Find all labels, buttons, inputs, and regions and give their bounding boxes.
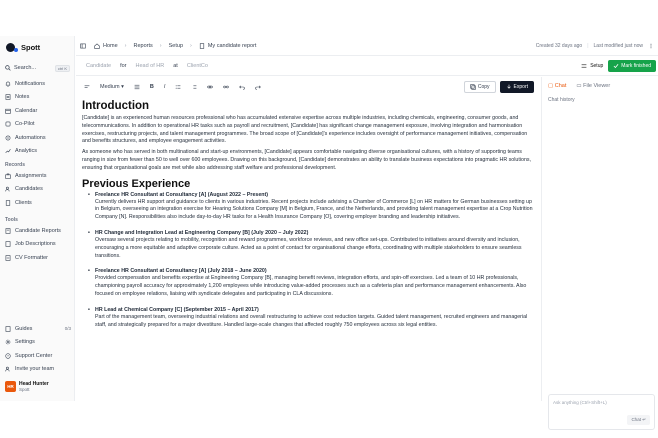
undo-icon[interactable] (239, 84, 245, 90)
sidebar-item-support[interactable] (5, 349, 71, 363)
chat-input[interactable] (548, 394, 655, 430)
sliders-icon (581, 63, 587, 69)
sidebar-item-label: Calendar (15, 107, 38, 114)
at-label: at (173, 63, 178, 69)
sidebar-item-label: Invite your team (15, 366, 55, 373)
notes-icon (5, 94, 11, 100)
breadcrumb-current: My candidate report (207, 42, 257, 49)
top-bar (76, 36, 658, 56)
automation-icon (5, 135, 11, 141)
experience-item (82, 191, 533, 222)
more-vertical-icon[interactable] (648, 43, 654, 49)
experience-item (82, 229, 533, 260)
copy-label: Copy (477, 83, 490, 90)
bold-icon[interactable]: B (149, 83, 154, 90)
spott-logo-icon (6, 43, 15, 52)
search-label: Search... (14, 65, 37, 71)
client-selector[interactable]: ClientCo (186, 63, 208, 69)
sidebar-item-label: Settings (15, 339, 35, 346)
modified-time: Last modified just now (593, 42, 643, 49)
experience-title: • HR Lead at Chemical Company [C] (September 2015 – April 2017) (95, 306, 533, 314)
sidebar-item-label: Clients (15, 199, 32, 206)
mark-finished-button[interactable] (608, 60, 656, 72)
chevron-right-icon: › (190, 42, 192, 49)
sidebar-item-label: CV Formatter (15, 254, 49, 261)
records-heading: Records (5, 161, 26, 168)
report-icon (5, 228, 11, 234)
sidebar-item-label: Notifications (15, 80, 45, 87)
users-icon (5, 186, 11, 192)
text-size-dropdown[interactable]: Medium ▾ (100, 83, 124, 90)
breadcrumb-reports[interactable]: Reports (133, 42, 153, 49)
document-icon (5, 241, 11, 247)
experience-description: Provided compensation and benefits expertise at Engineering Company [B], managing benefit reviews, integration efforts, and spin-off exercises. Led a team of 10 HR professionals, championing payroll accuracy for approximately 1,200 employees while introducing value-added processes such as a cafeteria plan and performance management enhancements. Also focused on employee relations, liaising with syndicate delegates and participating in CLA discussions. (95, 275, 527, 297)
chat-placeholder: Ask anything (Ctrl+Shift+L) (553, 400, 607, 405)
home-icon (94, 43, 100, 49)
experience-title: • Freelance HR Consultant at Consultancy [A] (August 2022 – Present) (95, 191, 533, 199)
sidebar-item-label: Notes (15, 94, 30, 101)
document-icon (199, 43, 205, 49)
file-icon: ▭ (576, 83, 582, 89)
sidebar-item-assignments[interactable] (5, 169, 71, 183)
setup-button[interactable] (581, 63, 603, 69)
sidebar-item-calendar[interactable] (5, 104, 71, 118)
copy-button[interactable] (464, 81, 496, 93)
chevron-right-icon: › (159, 42, 162, 49)
tab-file-viewer[interactable] (576, 83, 610, 89)
intro-heading: Introduction (82, 100, 150, 112)
nav-main (5, 77, 71, 158)
role-selector[interactable]: Head of HR (135, 63, 165, 69)
chat-send-label: Chat (631, 417, 641, 422)
align-icon[interactable] (134, 84, 140, 90)
report-context-bar (76, 57, 658, 76)
download-icon (506, 84, 512, 90)
bell-icon (5, 81, 11, 87)
search-shortcut: ctrl K (55, 65, 70, 72)
tools-heading: Tools (5, 216, 18, 223)
chat-panel (541, 77, 658, 422)
user-org: Spott (19, 387, 30, 392)
sidebar-item-label: Job Descriptions (15, 241, 56, 248)
candidate-selector[interactable]: Candidate (86, 63, 112, 69)
book-icon (5, 326, 11, 332)
tab-chat-label: Chat (554, 83, 567, 89)
sidebar-item-invite[interactable] (5, 363, 71, 377)
sparkle-icon (5, 121, 11, 127)
for-label: for (120, 63, 127, 69)
bullet-list-icon[interactable] (175, 84, 181, 90)
check-icon (613, 63, 619, 69)
breadcrumb-setup[interactable]: Setup (168, 42, 183, 49)
search-icon (5, 65, 11, 71)
numbered-list-icon[interactable] (191, 84, 197, 90)
sidebar-item-candidate-reports[interactable] (5, 224, 71, 238)
intro-paragraph-2: As someone who has served in both multinational and start-up environments, [Candidate] appears comfortable navigating diverse organisational cultures, with a history of supporting teams ranging in size from fewer than 50 to well over 600 employees. Drawing on this background, [Candidate] demonstrates an ability to translate business expectations into pragmatic HR solutions, ensuring that organisational goals are met while also addressing staff welfare and professional development. (82, 149, 532, 171)
sidebar-item-label: Automations (15, 134, 46, 141)
created-time: Created 32 days ago (535, 42, 583, 49)
paragraph-style-icon[interactable] (84, 84, 90, 90)
nav-tools (5, 215, 71, 265)
sidebar-item-automations[interactable] (5, 131, 71, 145)
report-editor[interactable] (82, 100, 533, 401)
calendar-icon (5, 108, 11, 114)
link-icon[interactable] (207, 84, 213, 90)
chat-history-label: Chat history (548, 97, 575, 103)
experience-item (82, 306, 533, 330)
user-profile[interactable] (5, 381, 49, 392)
sidebar-item-label: Assignments (15, 172, 47, 179)
experience-title: • HR Change and Integration Lead at Engineering Company [B] (July 2020 – July 2022) (95, 229, 533, 237)
text-size-value: Medium (100, 83, 120, 90)
chevron-right-icon: › (124, 42, 127, 49)
app-name: Spott (21, 43, 41, 52)
panel-tabs (542, 77, 658, 95)
search-button[interactable] (5, 63, 70, 73)
user-plus-icon (5, 366, 11, 372)
sidebar-item-label: Candidate Reports (15, 227, 61, 234)
chat-send-button[interactable] (627, 415, 650, 425)
redo-icon[interactable] (255, 84, 261, 90)
format-icon (5, 255, 11, 261)
breadcrumb-home[interactable]: Home (103, 42, 118, 49)
experience-item (82, 267, 533, 298)
sidebar-item-label: Co-Pilot (15, 121, 35, 128)
copy-icon (470, 84, 476, 90)
svg-text:?: ? (7, 353, 9, 358)
sidebar-item-label: Candidates (15, 186, 43, 193)
chart-icon (5, 148, 11, 154)
user-name: Head Hunter (19, 381, 49, 387)
avatar: HR (5, 381, 16, 392)
mark-finished-label: Mark finished (621, 63, 651, 69)
tab-file-viewer-label: File Viewer (583, 83, 611, 89)
nav-records (5, 160, 71, 210)
breadcrumb (94, 43, 256, 49)
sidebar-item-notes[interactable] (5, 91, 71, 105)
app-logo[interactable] (6, 43, 40, 52)
sidebar-item-settings[interactable] (5, 336, 71, 350)
building-icon (5, 200, 11, 206)
sidebar-item-label: Guides (15, 325, 33, 332)
sidebar-item-candidates[interactable] (5, 183, 71, 197)
experience-description: Oversaw several projects relating to mobility, recognition and reward programmes, workforce reviews, and new office set-ups. Contributed to initiatives around diversity and inclusion, encouraging a more equitable and adaptive corporate culture. Acted as a point of contact for organisational change efforts, coordinating with multiple stakeholders to ensure seamless transitions. (95, 236, 522, 259)
sidebar-item-guides[interactable] (5, 322, 71, 336)
enter-icon: ↵ (642, 417, 646, 422)
intro-paragraph-1: [Candidate] is an experienced human resources professional who has accumulated extensive expertise across multiple industries, including chemicals, engineering, consumer goods, and telecommunications. In addition to operational HR tasks such as payroll and recruitment, [Candidate] has significant change management exposure, involving integration and harmonisation exercises, restructuring projects, and talent management programmes. The broad scope of [Candidate]'s experience includes oversight of performance management initiatives, compensation and benefits structures, and employee engagement activities. (82, 115, 528, 145)
nav-bottom (5, 322, 71, 376)
document-meta: Created 32 days ago | Last modified just now (536, 43, 654, 49)
sidebar-item-label: Support Center (15, 352, 53, 359)
experience-description: Currently delivers HR support and guidance to clients in various industries. Recent projects include advising a Chamber of Commerce [L] on HR matters for German businesses setting up in Belgium, overseeing an integration exercise for Hearing Solutions Company [M] in Belgium, France, and the Netherlands, and providing talent management expertise at a Crop Nutrition Company [N]. Responsibilities also include day-to-day HR tasks for a Health Insurance Company [O], covering employer branding and leadership initiatives. (95, 198, 533, 221)
unlink-icon[interactable] (223, 84, 229, 90)
setup-label: Setup (590, 63, 604, 69)
sidebar-item-notifications[interactable] (5, 77, 71, 91)
export-label: Export (513, 83, 528, 90)
export-button[interactable] (500, 81, 534, 93)
experience-title: • Freelance HR Consultant at Consultancy [A] (July 2018 – June 2020) (95, 267, 533, 275)
app-window (0, 36, 658, 422)
sidebar-item-job-descriptions[interactable] (5, 238, 71, 252)
tab-chat[interactable] (548, 83, 566, 89)
briefcase-icon (5, 173, 11, 179)
italic-icon[interactable]: I (163, 83, 166, 90)
sidebar-item-clients[interactable] (5, 196, 71, 210)
sidebar-toggle-icon[interactable] (80, 43, 86, 49)
experience-heading: Previous Experience (82, 177, 191, 190)
sidebar-item-analytics[interactable] (5, 145, 71, 159)
sidebar-item-cv-formatter[interactable] (5, 251, 71, 265)
experience-description: Part of the management team, overseeing industrial relations and overall restructuring to achieve cost reduction targets. Guided talent management, recruited engineers and managerial staff, and strategically prepared for a major divestiture. Handled large-scale changes that affected roughly 750 employees across six legal entities. (95, 313, 528, 328)
chat-bubble-icon: ▢ (548, 83, 554, 89)
guides-progress: 0/3 (64, 326, 71, 332)
sidebar-item-label: Analytics (15, 148, 38, 155)
help-icon (5, 353, 11, 359)
gear-icon (5, 339, 11, 345)
sidebar-item-copilot[interactable] (5, 118, 71, 132)
editor-toolbar (76, 77, 536, 96)
sidebar (0, 36, 75, 401)
